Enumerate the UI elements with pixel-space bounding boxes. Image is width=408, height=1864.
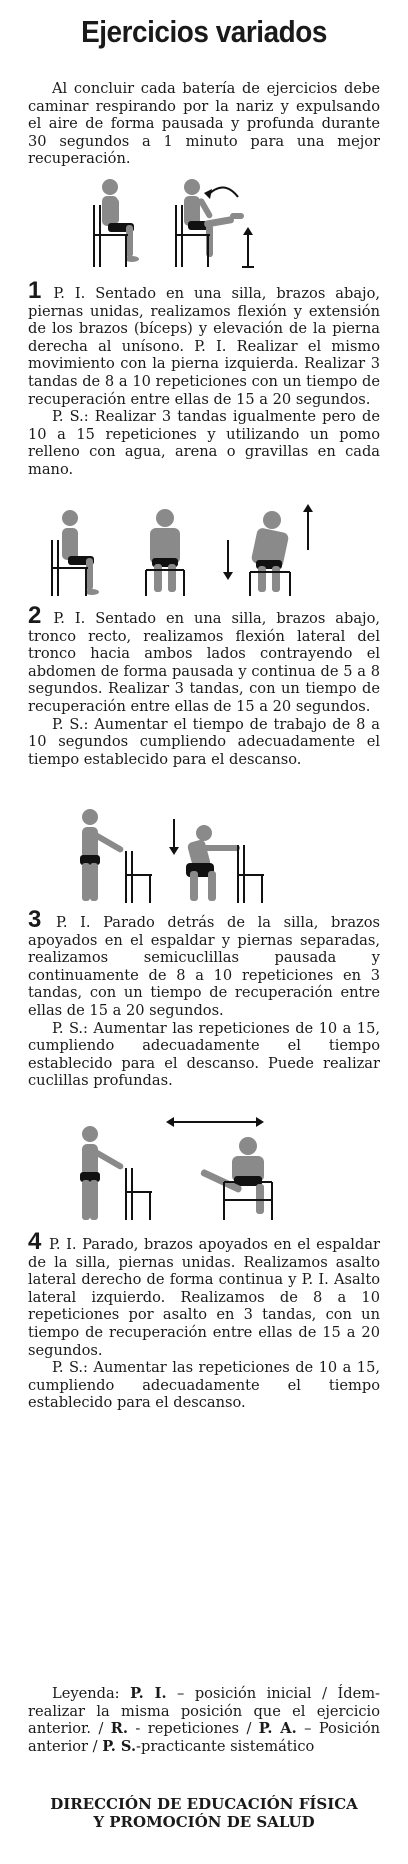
exercise-1-block: [28, 277, 380, 479]
legend-pi-abbr: P. I.: [130, 1685, 167, 1702]
exercise-1-illustration: [28, 175, 380, 275]
exercise-2-block: [28, 602, 380, 768]
exercise-2-number: 2: [28, 602, 42, 629]
exercise-3-note: P. S.: Aumentar las repeticiones de 10 a 15, cumpliendo adecuadamente el tiempo establecido para el descanso. Puede realizar cuclillas profundas.: [28, 1019, 380, 1090]
legend-pa-abbr: P. A.: [258, 1720, 297, 1738]
legend-ps-text: -practicante sistemático: [136, 1737, 315, 1755]
legend: [28, 1685, 380, 1755]
exercise-2-description: P. I. Sentado en una silla, brazos abajo, tronco recto, realizamos flexión lateral del tronco hacia ambos lados contrayendo el abdomen de forma pausada y continua de 5 a 8 segundos. Realizar 3 tandas, con un tiempo de recuperación entre ellas de 15 a 20 segundos.: [28, 610, 380, 715]
exercise-1-text: [28, 277, 380, 408]
exercise-4-block: [28, 1228, 380, 1412]
exercise-4-note: P. S.: Aumentar las repeticiones de 10 a 15, cumpliendo adecuadamente el tiempo establecido para el descanso.: [28, 1359, 380, 1412]
footer-credit: [0, 1795, 408, 1831]
footer-line-2: Y PROMOCIÓN DE SALUD: [93, 1813, 315, 1831]
exercise-1-number: 1: [28, 277, 42, 304]
exercise-2-illustration: [28, 500, 380, 600]
legend-pa-text: – Posición anterior /: [28, 1720, 381, 1755]
exercise-1-note: P. S.: Realizar 3 tandas igualmente pero de 10 a 15 repeticiones y utilizando un pomo relleno con agua, arena o gravillas en cada mano.: [28, 408, 380, 478]
exercise-4-description: P. I. Parado, brazos apoyados en el espaldar de la silla, piernas unidas. Realizamos asalto lateral derecho de forma continua y P. I. Asalto lateral izquierdo. Realizamos de 8 a 10 repeticiones por asalto en 3 tandas, con un tiempo de recuperación entre ellas de 15 a 20 segundos.: [28, 1236, 380, 1359]
exercise-3-block: [28, 906, 381, 1090]
legend-label: Leyenda:: [52, 1685, 120, 1702]
exercise-2-note: P. S.: Aumentar el tiempo de trabajo de 8 a 10 segundos cumpliendo adecuadamente el tiempo establecido para el descanso.: [28, 715, 380, 768]
intro-text: Al concluir cada batería de ejercicios debe caminar respirando por la nariz y expulsando el aire de forma pausada y profunda durante 30 segundos a 1 minuto para una mejor recuperación.: [28, 80, 380, 168]
legend-r-abbr: R.: [110, 1720, 129, 1738]
footer-line-1: DIRECCIÓN DE EDUCACIÓN FÍSICA: [50, 1795, 358, 1813]
exercise-4-number: 4: [28, 1228, 42, 1255]
intro-paragraph: [28, 80, 380, 168]
exercise-4-illustration: [28, 1112, 380, 1230]
exercise-3-number: 3: [28, 906, 42, 933]
exercise-3-description: P. I. Parado detrás de la silla, brazos apoyados en el espaldar y piernas separadas, realizamos semicuclillas pausada y continuamente de 8 a 10 repeticiones en 3 tandas, con un tiempo de recuperación entre ellas de 15 a 20 segundos.: [28, 914, 381, 1019]
exercise-3-text: [28, 906, 381, 1020]
page-title: Ejercicios variados: [81, 14, 327, 49]
legend-pi-text: – posición inicial / Ídem- realizar la misma posición que el ejercicio anterior. /: [28, 1685, 380, 1738]
exercise-4-text: [28, 1228, 380, 1359]
legend-ps-abbr: P. S.: [102, 1737, 137, 1755]
legend-r-text: - repeticiones /: [128, 1720, 252, 1738]
exercise-2-text: [28, 602, 380, 716]
exercise-1-description: P. I. Sentado en una silla, brazos abajo, piernas unidas, realizamos flexión y extensión de los brazos (bíceps) y elevación de la pierna derecha al unísono. P. I. Realizar el mismo movimiento con la pierna izquierda. Realizar 3 tandas de 8 a 10 repeticiones con un tiempo de recuperación entre ellas de 15 a 20 segundos.: [28, 285, 380, 408]
exercise-3-illustration: [28, 805, 380, 905]
